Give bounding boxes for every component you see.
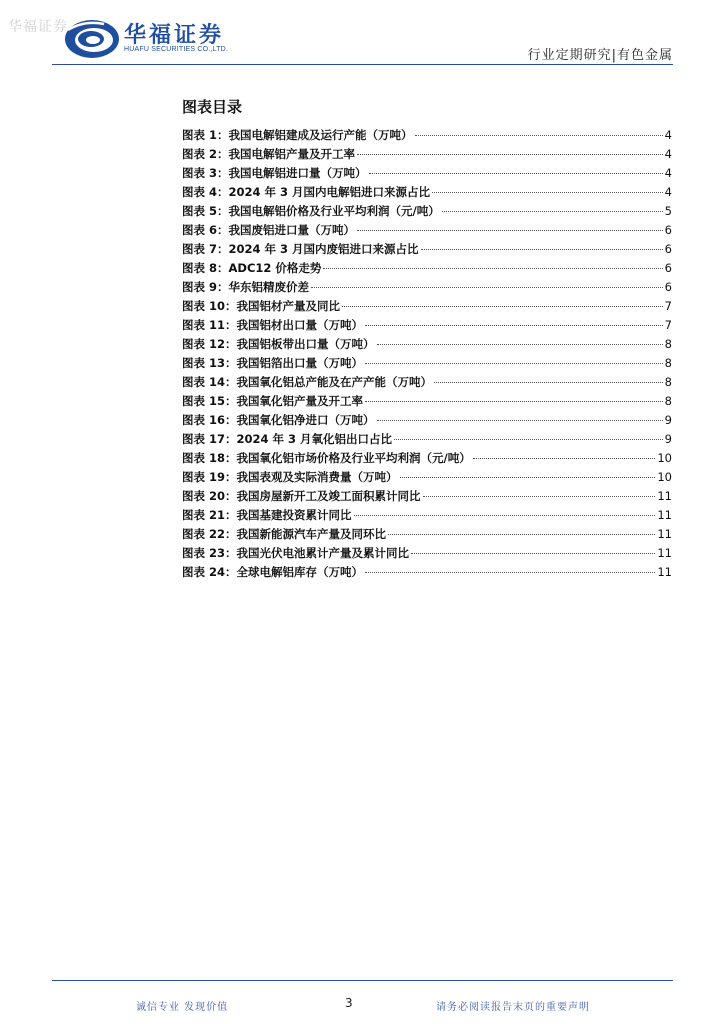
toc-entry-caption: 我国房屋新开工及竣工面积累计同比 bbox=[236, 489, 421, 503]
toc-entry[interactable] bbox=[182, 431, 672, 450]
toc-entry-colon: ： bbox=[217, 147, 229, 161]
toc-entry[interactable] bbox=[182, 184, 672, 203]
toc-leader-dots bbox=[377, 420, 663, 421]
toc-entry-label: 图表 2 bbox=[182, 147, 218, 161]
toc-entry-colon: ： bbox=[225, 413, 237, 427]
header-divider bbox=[52, 64, 673, 65]
toc-entry[interactable] bbox=[182, 545, 672, 564]
toc-entry-label: 图表 16 bbox=[182, 413, 226, 427]
toc-entry-caption: 华东铝精废价差 bbox=[228, 280, 310, 294]
huafu-swirl-logo-icon bbox=[64, 18, 122, 60]
toc-entry-page: 4 bbox=[664, 128, 672, 142]
toc-entry-colon: ： bbox=[225, 546, 237, 560]
toc-leader-dots bbox=[311, 287, 663, 288]
toc-entry-label: 图表 6 bbox=[182, 223, 218, 237]
toc-entry-colon: ： bbox=[225, 451, 237, 465]
toc-entry[interactable] bbox=[182, 317, 672, 336]
toc-entry-colon: ： bbox=[225, 489, 237, 503]
toc-entry-caption: 我国氧化铝市场价格及行业平均利润（元/吨） bbox=[236, 451, 471, 465]
toc-entry-page: 8 bbox=[664, 337, 672, 351]
toc-entry-label: 图表 19 bbox=[182, 470, 226, 484]
toc-entry-page: 11 bbox=[657, 527, 672, 541]
toc-entry-label: 图表 3 bbox=[182, 166, 218, 180]
toc-entry-colon: ： bbox=[225, 337, 237, 351]
toc-title: 图表目录 bbox=[182, 98, 243, 116]
toc-entry[interactable] bbox=[182, 279, 672, 298]
toc-leader-dots bbox=[357, 154, 663, 155]
toc-entry-colon: ： bbox=[217, 128, 229, 142]
toc-leader-dots bbox=[365, 401, 663, 402]
toc-leader-dots bbox=[388, 534, 655, 535]
toc-entry-page: 6 bbox=[664, 223, 672, 237]
toc-entry[interactable] bbox=[182, 298, 672, 317]
toc-leader-dots bbox=[432, 192, 663, 193]
toc-entry-page: 10 bbox=[657, 470, 672, 484]
toc-entry-label: 图表 12 bbox=[182, 337, 226, 351]
toc-entry[interactable] bbox=[182, 469, 672, 488]
toc-entry-caption: ADC12 价格走势 bbox=[228, 261, 322, 275]
toc-leader-dots bbox=[369, 173, 663, 174]
toc-entry-page: 7 bbox=[664, 299, 672, 313]
toc-entry-colon: ： bbox=[225, 375, 237, 389]
toc-entry-label: 图表 5 bbox=[182, 204, 218, 218]
toc-leader-dots bbox=[323, 268, 662, 269]
toc-entry-caption: 我国氧化铝总产能及在产产能（万吨） bbox=[236, 375, 433, 389]
toc-entry-label: 图表 1 bbox=[182, 128, 218, 142]
toc-entry-colon: ： bbox=[225, 565, 237, 579]
toc-entry[interactable] bbox=[182, 355, 672, 374]
toc-entry-label: 图表 8 bbox=[182, 261, 218, 275]
toc-entry-caption: 2024 年 3 月国内电解铝进口来源占比 bbox=[228, 185, 431, 199]
toc-entry-label: 图表 7 bbox=[182, 242, 218, 256]
footer-divider bbox=[52, 980, 673, 981]
toc-entry-page: 4 bbox=[664, 166, 672, 180]
toc-entry-label: 图表 20 bbox=[182, 489, 226, 503]
toc-entry-colon: ： bbox=[217, 223, 229, 237]
toc-entry-page: 8 bbox=[664, 375, 672, 389]
toc-entry[interactable] bbox=[182, 393, 672, 412]
toc-entry-colon: ： bbox=[225, 432, 237, 446]
toc-entry-page: 6 bbox=[664, 242, 672, 256]
toc-entry-colon: ： bbox=[225, 356, 237, 370]
toc-entry-caption: 我国铝箔出口量（万吨） bbox=[236, 356, 364, 370]
toc-leader-dots bbox=[354, 515, 656, 516]
toc-entry-page: 11 bbox=[657, 546, 672, 560]
logo-english-name: HUAFU SECURITIES CO.,LTD. bbox=[124, 46, 229, 53]
toc-entry-caption: 我国基建投资累计同比 bbox=[236, 508, 352, 522]
toc-entry-page: 9 bbox=[664, 432, 672, 446]
toc-entry-colon: ： bbox=[225, 299, 237, 313]
toc-entry-caption: 我国光伏电池累计产量及累计同比 bbox=[236, 546, 410, 560]
toc-entry[interactable] bbox=[182, 564, 672, 583]
toc-entry-page: 6 bbox=[664, 280, 672, 294]
toc-entry-caption: 我国氧化铝净进口（万吨） bbox=[236, 413, 375, 427]
toc-entry-label: 图表 24 bbox=[182, 565, 226, 579]
toc-entry[interactable] bbox=[182, 127, 672, 146]
toc-entry-page: 8 bbox=[664, 394, 672, 408]
logo-chinese-name: 华福证券 bbox=[124, 22, 225, 48]
toc-leader-dots bbox=[394, 439, 663, 440]
toc-entry-colon: ： bbox=[217, 204, 229, 218]
company-logo bbox=[64, 18, 264, 62]
toc-entry-label: 图表 9 bbox=[182, 280, 218, 294]
toc-entry-caption: 我国电解铝建成及运行产能（万吨） bbox=[228, 128, 413, 142]
toc-leader-dots bbox=[434, 382, 663, 383]
footer-slogan: 诚信专业 发现价值 bbox=[136, 1002, 229, 1013]
toc-entry-colon: ： bbox=[217, 166, 229, 180]
toc-entry-caption: 我国铝板带出口量（万吨） bbox=[236, 337, 375, 351]
report-type: 行业定期研究|有色金属 bbox=[527, 48, 673, 63]
toc-leader-dots bbox=[442, 211, 663, 212]
toc-entry-page: 4 bbox=[664, 147, 672, 161]
toc-leader-dots bbox=[365, 363, 663, 364]
toc-entry-colon: ： bbox=[225, 527, 237, 541]
toc-entry[interactable] bbox=[182, 526, 672, 545]
toc-entry[interactable] bbox=[182, 488, 672, 507]
toc-entry[interactable] bbox=[182, 412, 672, 431]
toc-entry-label: 图表 14 bbox=[182, 375, 226, 389]
toc-entry-caption: 我国新能源汽车产量及同环比 bbox=[236, 527, 387, 541]
toc-entry-label: 图表 23 bbox=[182, 546, 226, 560]
toc-entry[interactable] bbox=[182, 146, 672, 165]
toc-entry-caption: 我国电解铝价格及行业平均利润（元/吨） bbox=[228, 204, 440, 218]
toc-entry-colon: ： bbox=[225, 508, 237, 522]
toc-leader-dots bbox=[473, 458, 656, 459]
toc-entry-label: 图表 13 bbox=[182, 356, 226, 370]
toc-entry-caption: 我国废铝进口量（万吨） bbox=[228, 223, 356, 237]
toc-entry-caption: 2024 年 3 月国内废铝进口来源占比 bbox=[228, 242, 419, 256]
toc-entry-caption: 我国铝材产量及同比 bbox=[236, 299, 341, 313]
table-of-figures bbox=[182, 96, 672, 583]
toc-entry[interactable] bbox=[182, 336, 672, 355]
toc-entry-page: 11 bbox=[657, 565, 672, 579]
toc-entry-page: 9 bbox=[664, 413, 672, 427]
toc-entry-page: 11 bbox=[657, 489, 672, 503]
toc-entry-page: 10 bbox=[657, 451, 672, 465]
toc-leader-dots bbox=[357, 230, 663, 231]
toc-entry-colon: ： bbox=[217, 242, 229, 256]
toc-entry-caption: 我国铝材出口量（万吨） bbox=[236, 318, 364, 332]
toc-entry-colon: ： bbox=[217, 185, 229, 199]
toc-leader-dots bbox=[400, 477, 656, 478]
toc-leader-dots bbox=[377, 344, 663, 345]
toc-entry[interactable] bbox=[182, 507, 672, 526]
toc-leader-dots bbox=[421, 249, 663, 250]
toc-entry-page: 11 bbox=[657, 508, 672, 522]
toc-leader-dots bbox=[423, 496, 656, 497]
toc-entry-page: 7 bbox=[664, 318, 672, 332]
toc-entry-colon: ： bbox=[225, 394, 237, 408]
footer-disclaimer: 请务必阅读报告末页的重要声明 bbox=[436, 1002, 590, 1013]
toc-entry-caption: 我国电解铝进口量（万吨） bbox=[228, 166, 367, 180]
toc-entry-label: 图表 4 bbox=[182, 185, 218, 199]
toc-entry-label: 图表 21 bbox=[182, 508, 226, 522]
toc-entry-label: 图表 17 bbox=[182, 432, 226, 446]
toc-leader-dots bbox=[365, 325, 663, 326]
toc-entry-page: 6 bbox=[664, 261, 672, 275]
toc-entry[interactable] bbox=[182, 222, 672, 241]
page-number: 3 bbox=[345, 996, 353, 1010]
toc-entry-caption: 我国表观及实际消费量（万吨） bbox=[236, 470, 398, 484]
toc-entry-caption: 2024 年 3 月氧化铝出口占比 bbox=[236, 432, 393, 446]
toc-entry-label: 图表 22 bbox=[182, 527, 226, 541]
toc-entry-caption: 全球电解铝库存（万吨） bbox=[236, 565, 364, 579]
toc-leader-dots bbox=[365, 572, 655, 573]
watermark: 华福证券 bbox=[8, 19, 68, 35]
toc-entry[interactable] bbox=[182, 374, 672, 393]
toc-entry-page: 4 bbox=[664, 185, 672, 199]
toc-leader-dots bbox=[342, 306, 663, 307]
toc-entry-page: 8 bbox=[664, 356, 672, 370]
toc-entry-label: 图表 18 bbox=[182, 451, 226, 465]
toc-entry-page: 5 bbox=[664, 204, 672, 218]
toc-entry[interactable] bbox=[182, 450, 672, 469]
toc-entry-caption: 我国氧化铝产量及开工率 bbox=[236, 394, 364, 408]
toc-entry[interactable] bbox=[182, 260, 672, 279]
toc-leader-dots bbox=[411, 553, 655, 554]
toc-entry-colon: ： bbox=[217, 261, 229, 275]
toc-entry-colon: ： bbox=[217, 280, 229, 294]
toc-entry-label: 图表 10 bbox=[182, 299, 226, 313]
toc-entry-colon: ： bbox=[225, 318, 237, 332]
toc-entry[interactable] bbox=[182, 241, 672, 260]
toc-leader-dots bbox=[415, 135, 663, 136]
toc-entry[interactable] bbox=[182, 165, 672, 184]
toc-entry[interactable] bbox=[182, 203, 672, 222]
toc-entry-colon: ： bbox=[225, 470, 237, 484]
toc-entry-label: 图表 11 bbox=[182, 318, 226, 332]
toc-entry-label: 图表 15 bbox=[182, 394, 226, 408]
toc-list bbox=[182, 127, 672, 583]
toc-entry-caption: 我国电解铝产量及开工率 bbox=[228, 147, 356, 161]
